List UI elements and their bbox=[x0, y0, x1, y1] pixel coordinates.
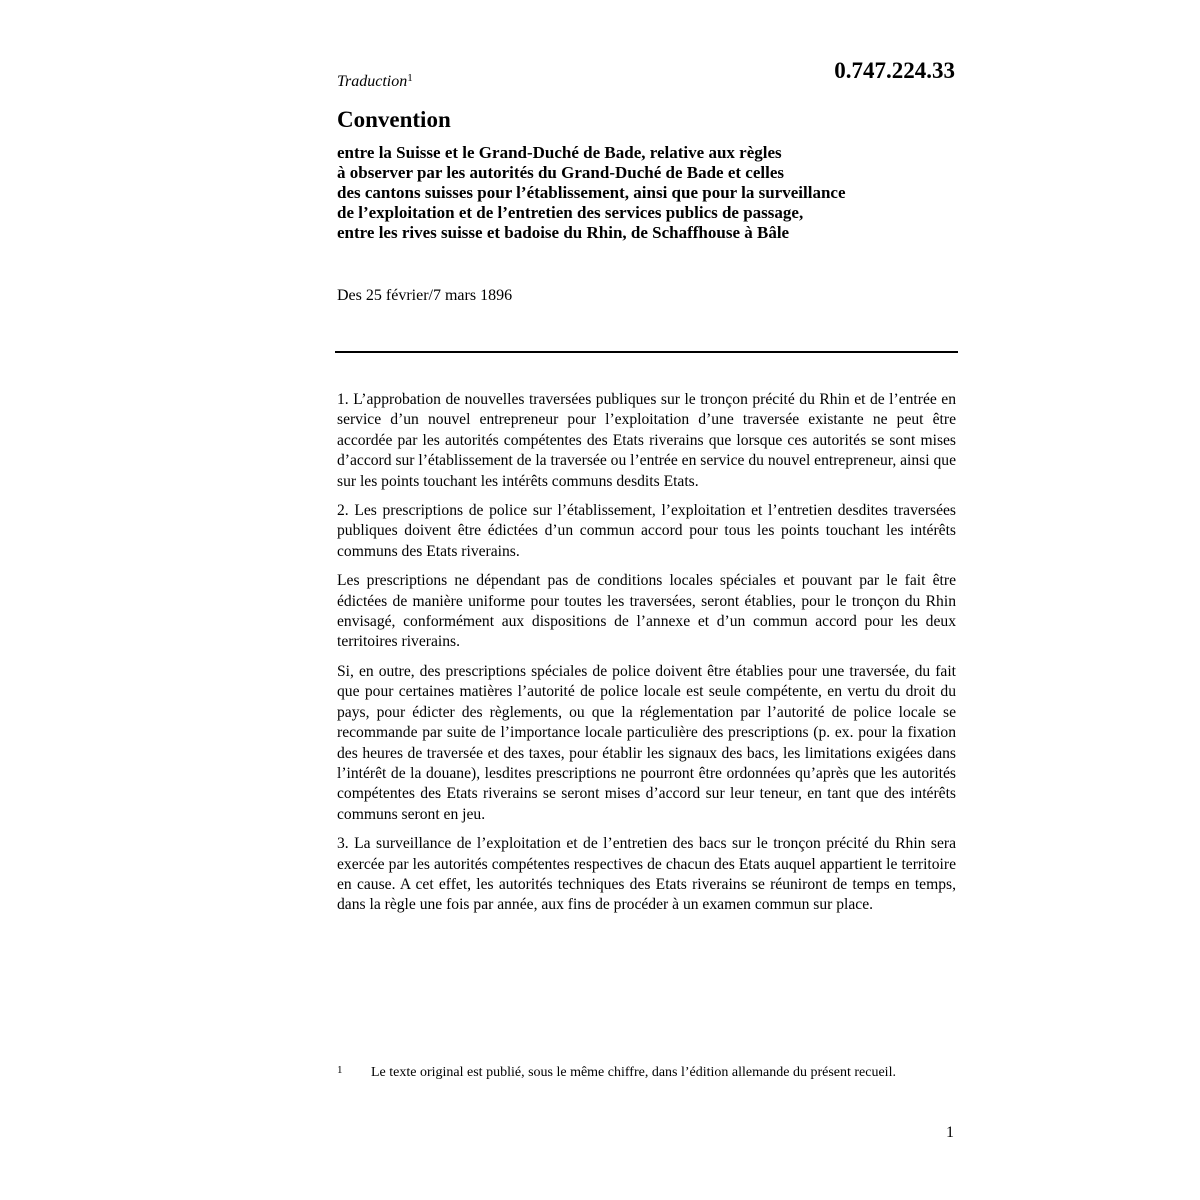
footnote-text: Le texte original est publié, sous le même chiffre, dans l’édition allemande du présent recueil. bbox=[371, 1065, 896, 1080]
footnote bbox=[337, 1064, 937, 1081]
paragraph-3: Les prescriptions ne dépendant pas de conditions locales spéciales et pouvant par le fait être édictées de manière uniforme pour toutes les traversées, seront établies, pour le tronçon du Rhin envisagé, conformément aux dispositions de l’annexe et d’un commun accord pour les deux territoires riverains. bbox=[337, 572, 956, 651]
paragraph-1: 1. L’approbation de nouvelles traversées publiques sur le tronçon précité du Rhin et de l’entrée en service d’un nouvel entrepreneur pour l’exploitation d’une traversée existante ne peut être accordée par les autorités compétentes des Etats riverains que lorsque ces autorités se sont mises d’accord sur l’établissement de la traversée ou l’entrée en service du nouvel entrepreneur, ainsi que sur les points touchant les intérêts communs desdits Etats. bbox=[337, 391, 956, 490]
separator-rule bbox=[335, 351, 958, 353]
paragraph-4: Si, en outre, des prescriptions spéciales de police doivent être établies pour une traversée, du fait que pour certaines matières l’autorité de police locale est seule compétente, en vertu du droit du pays, pour édicter des règlements, ou que la réglementation par l’autorité de police locale se recommande par suite de l’importance locale particulière des prescriptions (p. ex. pour la fixation des heures de traversée et des taxes, pour établir les signaux des bacs, les limitations exigées dans l’intérêt de la douane), lesdites prescriptions ne pourront être ordonnées qu’après que les autorités compétentes des Etats riverains se seront mises d’accord sur leur teneur, en tant que des intérêts communs seront en jeu. bbox=[337, 662, 956, 823]
translation-text: Traduction bbox=[337, 73, 408, 90]
page-number: 1 bbox=[946, 1124, 954, 1141]
footnote-reference[interactable]: 1 bbox=[407, 72, 413, 84]
document-title: Convention bbox=[337, 107, 451, 132]
document-date: Des 25 février/7 mars 1896 bbox=[337, 287, 513, 304]
paragraph-2: 2. Les prescriptions de police sur l’établissement, l’exploitation et l’entretien desdites traversées publiques doivent être édictées d’un commun accord pour tous les points touchant les intérêts communs des Etats riverains. bbox=[337, 502, 956, 560]
document-body bbox=[337, 390, 956, 925]
sr-number: 0.747.224.33 bbox=[834, 58, 955, 83]
paragraph-5: 3. La surveillance de l’exploitation et de l’entretien des bacs sur le tronçon précité du Rhin sera exercée par les autorités compétentes respectives de chacun des Etats auquel appartient le territoire en cause. A cet effet, les autorités techniques des Etats riverains se réuniront de temps en temps, dans la règle une fois par année, aux fins de procéder à un examen commun sur place. bbox=[337, 835, 956, 914]
document-subtitle: entre la Suisse et le Grand-Duché de Bade, relative aux règles à observer par les autorités du Grand-Duché de Bade et celles des cantons suisses pour l’établissement, ainsi que pour la surveillance de l’exploitation et de l’entretien des services publics de passage, entre les rives suisse et badoise du Rhin, de Schaffhouse à Bâle bbox=[337, 143, 846, 242]
translation-label bbox=[337, 73, 413, 91]
footnote-mark: 1 bbox=[337, 1064, 343, 1076]
